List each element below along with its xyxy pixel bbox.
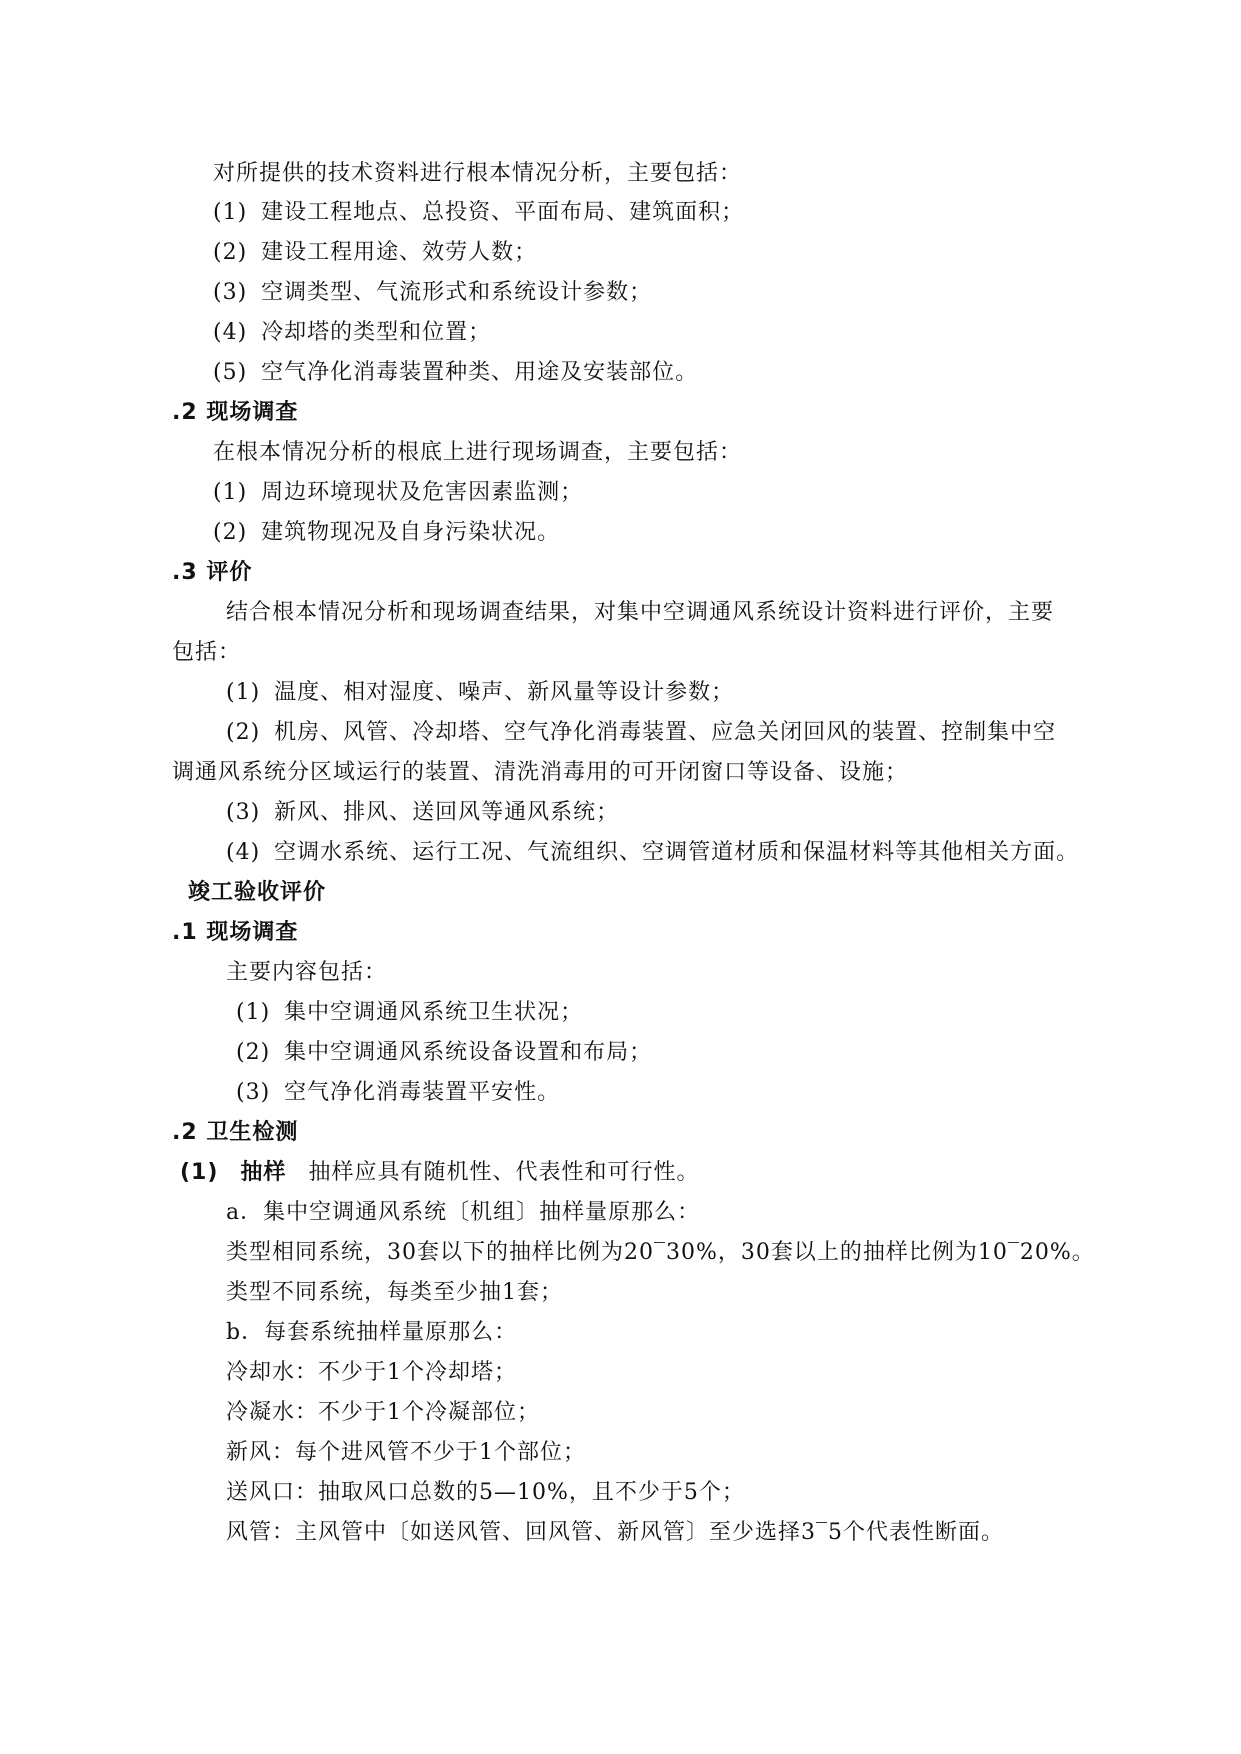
section4-heading: 竣工验收评价 — [188, 880, 327, 905]
section5-item-2: (2) 集中空调通风系统设备设置和布局； — [236, 1040, 653, 1065]
section6-heading: .2 卫生检测 — [172, 1120, 299, 1145]
section6-line-8: 送风口：抽取风口总数的5—10%，且不少于5个； — [226, 1480, 745, 1505]
section2-item-2: (2) 建筑物现况及自身污染状况。 — [213, 520, 561, 545]
section5-item-1: (1) 集中空调通风系统卫生状况； — [236, 1000, 584, 1025]
section6-line-6: 冷凝水：不少于1个冷凝部位； — [226, 1400, 540, 1425]
section6-line-4: b．每套系统抽样量原那么： — [226, 1320, 518, 1345]
section2-item-1: (1) 周边环境现状及危害因素监测； — [213, 480, 584, 505]
section6-line-2: 类型相同系统，30套以下的抽样比例为20‾30%，30套以上的抽样比例为10‾20%。 — [226, 1240, 1095, 1265]
section2-intro: 在根本情况分析的根底上进行现场调查，主要包括： — [213, 440, 743, 465]
section6-line-5: 冷却水：不少于1个冷却塔； — [226, 1360, 517, 1385]
section3-item-1: (1) 温度、相对湿度、噪声、新风量等设计参数； — [226, 680, 735, 705]
section1-item-2: (2) 建设工程用途、效劳人数； — [213, 240, 538, 265]
section3-heading: .3 评价 — [172, 560, 253, 585]
section5-intro: 主要内容包括： — [226, 960, 388, 985]
section1-item-4: (4) 冷却塔的类型和位置； — [213, 320, 492, 345]
section3-item-2-cont: 调通风系统分区域运行的装置、清洗消毒用的可开闭窗口等设备、设施； — [172, 760, 909, 785]
section6-line-1: a．集中空调通风系统〔机组〕抽样量原那么： — [226, 1200, 701, 1225]
section5-item-3: (3) 空气净化消毒装置平安性。 — [236, 1080, 561, 1105]
section2-heading: .2 现场调查 — [172, 400, 299, 425]
section3-intro-line2: 包括： — [172, 640, 242, 665]
section6-line-3: 类型不同系统，每类至少抽1套； — [226, 1280, 563, 1305]
section3-intro-line1: 结合根本情况分析和现场调查结果，对集中空调通风系统设计资料进行评价，主要 — [226, 600, 1055, 625]
section1-item-1: (1) 建设工程地点、总投资、平面布局、建筑面积； — [213, 200, 745, 225]
section3-item-4: (4) 空调水系统、运行工况、气流组织、空调管道材质和保温材料等其他相关方面。 — [226, 840, 1080, 865]
section1-intro: 对所提供的技术资料进行根本情况分析，主要包括： — [213, 161, 743, 186]
section3-item-3: (3) 新风、排风、送回风等通风系统； — [226, 800, 620, 825]
section6-sampling: (1) 抽样 抽样应具有随机性、代表性和可行性。 — [180, 1160, 700, 1185]
section1-item-3: (3) 空调类型、气流形式和系统设计参数； — [213, 280, 653, 305]
section6-line-7: 新风：每个进风管不少于1个部位； — [226, 1440, 586, 1465]
section1-item-5: (5) 空气净化消毒装置种类、用途及安装部位。 — [213, 360, 699, 385]
section6-line-9: 风管：主风管中〔如送风管、回风管、新风管〕至少选择3‾5个代表性断面。 — [226, 1520, 1004, 1545]
section3-item-2: (2) 机房、风管、冷却塔、空气净化消毒装置、应急关闭回风的装置、控制集中空 — [226, 720, 1057, 745]
section5-heading: .1 现场调查 — [172, 920, 299, 945]
